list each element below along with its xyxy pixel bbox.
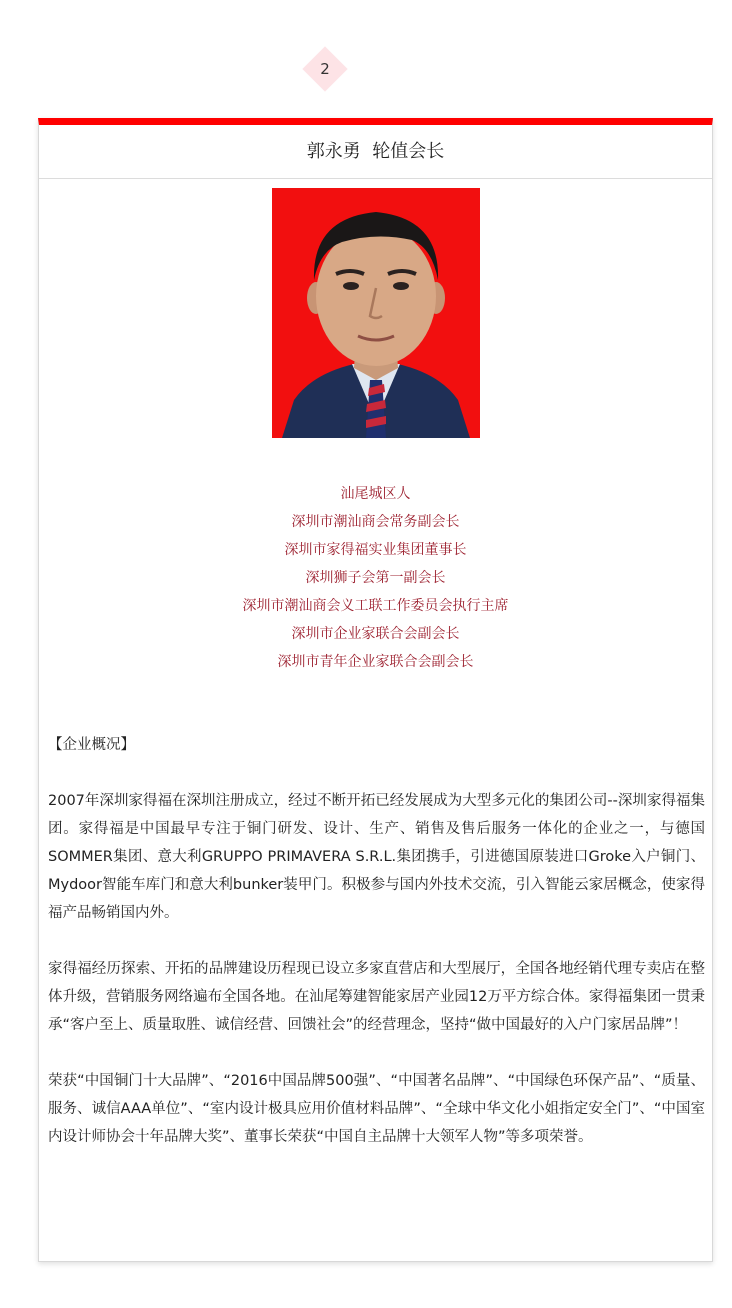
profile-card [38,118,713,1262]
section-number-badge [303,47,347,91]
portrait-illustration [272,188,480,438]
role-item: 深圳市家得福实业集团董事长 [284,542,467,558]
role-item: 深圳市企业家联合会副会长 [291,626,460,642]
badge-number: 2 [320,60,330,78]
role-item: 深圳市青年企业家联合会副会长 [277,654,474,670]
card-title: 郭永勇 轮值会长 [39,125,712,179]
role-list [39,480,712,676]
overview-paragraph-3: 荣获“中国铜门十大品牌”、“2016中国品牌500强”、“中国著名品牌”、“中国绿色环保产品”、“质量、服务、诚信AAA单位”、“室内设计极具应用价值材料品牌”、“全球中华文化小姐指定安全门”、“中国室内设计师协会十年品牌大奖”、董事长荣获“中国自主品牌十大领军人物”等多项荣誉。 [48,1073,705,1145]
role-item: 深圳市潮汕商会义工联工作委员会执行主席 [242,598,509,614]
portrait-photo [272,188,480,438]
role-item: 深圳市潮汕商会常务副会长 [291,514,460,530]
role-item: 汕尾城区人 [340,486,411,502]
company-overview [48,731,705,1179]
role-item: 深圳狮子会第一副会长 [305,570,446,586]
overview-paragraph-1: 2007年深圳家得福在深圳注册成立，经过不断开拓已经发展成为大型多元化的集团公司--深圳家得福集团。家得福是中国最早专注于铜门研发、设计、生产、销售及售后服务一体化的企业之一，与德国SOMMER集团、意大利GRUPPO PRIMAVERA S.R.L.集团携手，引进德国原装进口Groke入户铜门、Mydoor智能车库门和意大利bunker装甲门。积极参与国内外技术交流，引入智能云家居概念，使家得福产品畅销国内外。 [48,793,705,921]
section-heading: 【企业概况】 [48,737,135,753]
overview-paragraph-2: 家得福经历探索、开拓的品牌建设历程现已设立多家直营店和大型展厅，全国各地经销代理专卖店在整体升级，营销服务网络遍布全国各地。在汕尾筹建智能家居产业园12万平方综合体。家得福集团一贯秉承“客户至上、质量取胜、诚信经营、回馈社会”的经营理念，坚持“做中国最好的入户门家居品牌”！ [48,961,705,1033]
